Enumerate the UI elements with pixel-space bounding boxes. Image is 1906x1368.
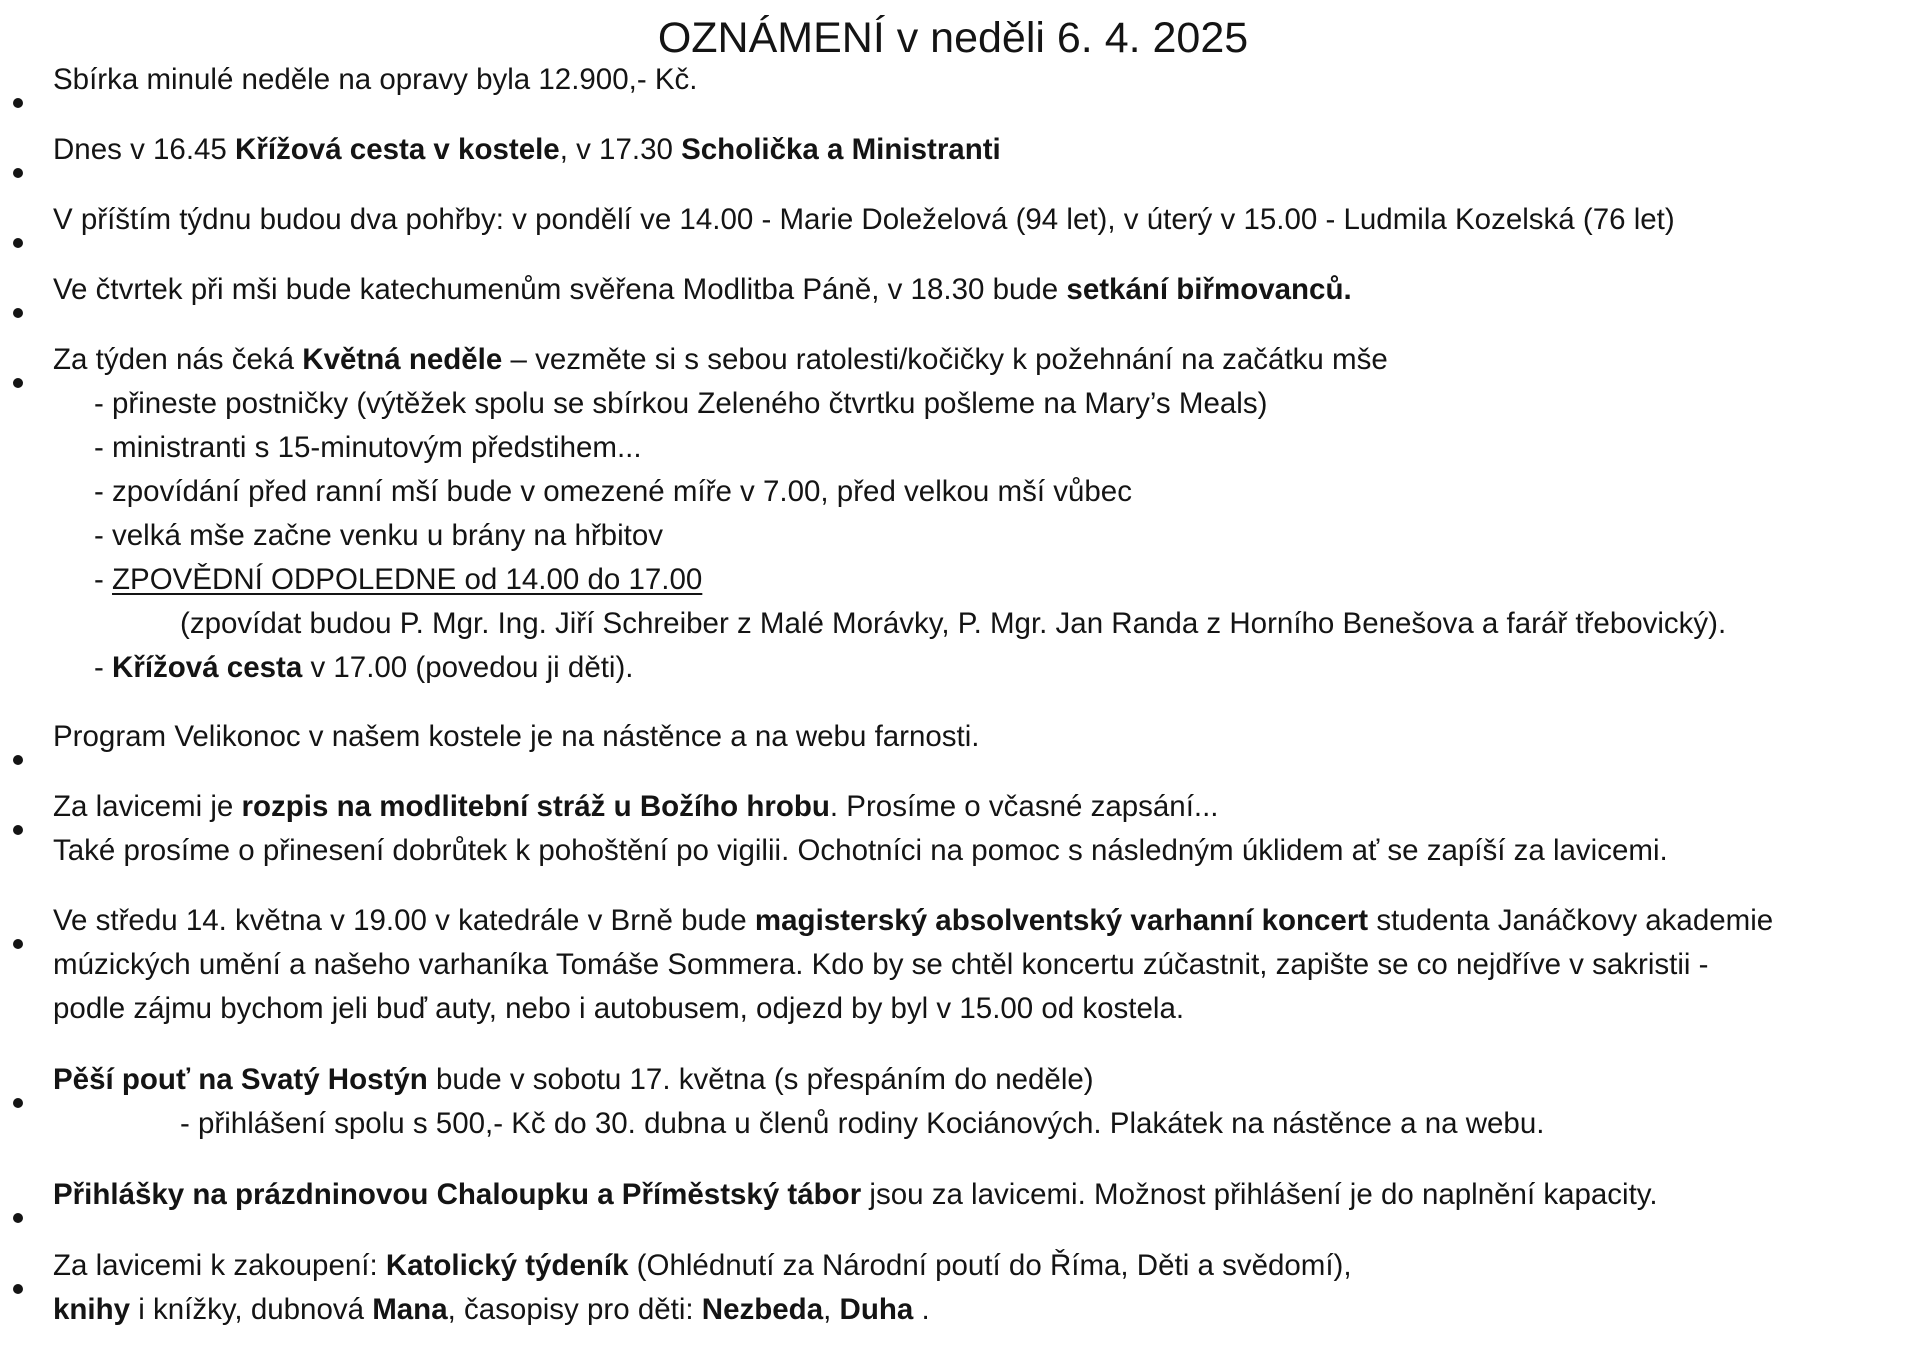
bullet-icon (13, 1098, 23, 1108)
bold-text: magisterský absolventský varhanní koncert (754, 904, 1369, 937)
text-segment: v 17.00 (povedou ji děti). (302, 651, 634, 684)
bold-text: rozpis na modlitební stráž u Božího hrobu (241, 790, 830, 823)
announcement-line (94, 558, 702, 602)
announcement-line (53, 829, 1668, 873)
bullet-icon (13, 98, 23, 108)
announcement-line (53, 1244, 1352, 1288)
bold-text: Scholička a Ministranti (681, 133, 1001, 166)
text-segment: - (94, 651, 113, 684)
text-segment: (zpovídat budou P. Mgr. Ing. Jiří Schreiber z Malé Morávky, P. Mgr. Jan Randa z Horního Benešova a farář třebovický). (180, 607, 1727, 640)
announcement-line (94, 470, 1132, 514)
bold-text: Pěší pouť na Svatý Hostýn (53, 1063, 428, 1096)
announcement-line (53, 128, 1001, 172)
text-segment: Za lavicemi k zakoupení: (53, 1249, 386, 1282)
text-segment: studenta Janáčkovy akademie (1368, 904, 1774, 937)
text-segment: , (823, 1293, 840, 1326)
bullet-icon (13, 378, 23, 388)
underlined-text: ZPOVĚDNÍ ODPOLEDNE od 14.00 do 17.00 (112, 563, 703, 596)
announcement-line (94, 426, 642, 470)
announcement-line (94, 382, 1267, 426)
text-segment: - (94, 563, 113, 596)
bullet-icon (13, 238, 23, 248)
bold-text: Katolický týdeník (385, 1249, 629, 1282)
announcement-line (53, 268, 1352, 312)
page-title: OZNÁMENÍ v neděli 6. 4. 2025 (657, 14, 1249, 62)
bold-text: Květná neděle (302, 343, 503, 376)
text-segment: Ve čtvrtek při mši bude katechumenům svěřena Modlitba Páně, v 18.30 bude (53, 273, 1067, 306)
text-segment: Dnes v 16.45 (53, 133, 236, 166)
bold-text: Křížová cesta (112, 651, 303, 684)
text-segment: i knížky, dubnová (130, 1293, 373, 1326)
text-segment: Za lavicemi je (53, 790, 242, 823)
text-segment: múzických umění a našeho varhaníka Tomáše Sommera. Kdo by se chtěl koncertu zúčastnit, zapište se co nejdříve v sakristii - (53, 948, 1709, 981)
bullet-icon (13, 168, 23, 178)
text-segment: - ministranti s 15-minutovým předstihem... (94, 431, 642, 464)
text-segment: Také prosíme o přinesení dobrůtek k pohoštění po vigilii. Ochotníci na pomoc s následným úklidem ať se zapíší za lavicemi. (53, 834, 1668, 867)
announcement-line (94, 514, 663, 558)
text-segment: bude v sobotu 17. května (s přespáním do neděle) (427, 1063, 1094, 1096)
text-segment: V příštím týdnu budou dva pohřby: v pondělí ve 14.00 - Marie Doleželová (94 let), v úterý v 15.00 - Ludmila Kozelská (76 let) (53, 203, 1675, 236)
text-segment: , v 17.30 (559, 133, 682, 166)
bold-text: setkání biřmovanců. (1066, 273, 1352, 306)
bold-text: knihy (53, 1293, 131, 1326)
bullet-icon (13, 1213, 23, 1223)
announcement-line (53, 1173, 1658, 1217)
text-segment: , časopisy pro děti: (447, 1293, 702, 1326)
bullet-icon (13, 308, 23, 318)
text-segment: Program Velikonoc v našem kostele je na nástěnce a na webu farnosti. (53, 720, 980, 753)
announcement-line (53, 899, 1773, 943)
bullet-icon (13, 939, 23, 949)
announcement-line (94, 646, 634, 690)
announcement-line (53, 987, 1184, 1031)
announcement-line (180, 1102, 1544, 1146)
text-segment: . Prosíme o včasné zapsání... (829, 790, 1219, 823)
announcement-line (53, 58, 697, 102)
announcement-line (53, 785, 1219, 829)
bullet-icon (13, 755, 23, 765)
bold-text: Duha (839, 1293, 914, 1326)
announcement-line (180, 602, 1726, 646)
bold-text: Mana (372, 1293, 448, 1326)
text-segment: - přihlášení spolu s 500,- Kč do 30. dubna u členů rodiny Kociánových. Plakátek na nástěnce a na webu. (180, 1107, 1545, 1140)
text-segment: Ve středu 14. května v 19.00 v katedrále v Brně bude (53, 904, 755, 937)
text-segment: Sbírka minulé neděle na opravy byla 12.900,- Kč. (53, 63, 698, 96)
text-segment: - zpovídání před ranní mší bude v omezené míře v 7.00, před velkou mší vůbec (94, 475, 1132, 508)
announcement-line (53, 715, 980, 759)
text-segment: (Ohlédnutí za Národní poutí do Říma, Děti a svědomí), (628, 1249, 1352, 1282)
text-segment: – vezměte si s sebou ratolesti/kočičky k požehnání na začátku mše (502, 343, 1388, 376)
text-segment: Za týden nás čeká (53, 343, 303, 376)
announcement-line (53, 338, 1388, 382)
text-segment: podle zájmu bychom jeli buď auty, nebo i autobusem, odjezd by byl v 15.00 od kostela. (53, 992, 1185, 1025)
bullet-icon (13, 825, 23, 835)
announcement-line (53, 1058, 1094, 1102)
bold-text: Křížová cesta v kostele (235, 133, 560, 166)
announcement-line (53, 1288, 930, 1332)
bold-text: Přihlášky na prázdninovou Chaloupku a Příměstský tábor (53, 1178, 862, 1211)
bold-text: Nezbeda (701, 1293, 824, 1326)
text-segment: - přineste postničky (výtěžek spolu se sbírkou Zeleného čtvrtku pošleme na Mary’s Meals) (94, 387, 1268, 420)
bullet-icon (13, 1284, 23, 1294)
text-segment: . (913, 1293, 930, 1326)
text-segment: - velká mše začne venku u brány na hřbitov (94, 519, 663, 552)
announcement-line (53, 198, 1675, 242)
text-segment: jsou za lavicemi. Možnost přihlášení je do naplnění kapacity. (861, 1178, 1658, 1211)
announcement-line (53, 943, 1709, 987)
